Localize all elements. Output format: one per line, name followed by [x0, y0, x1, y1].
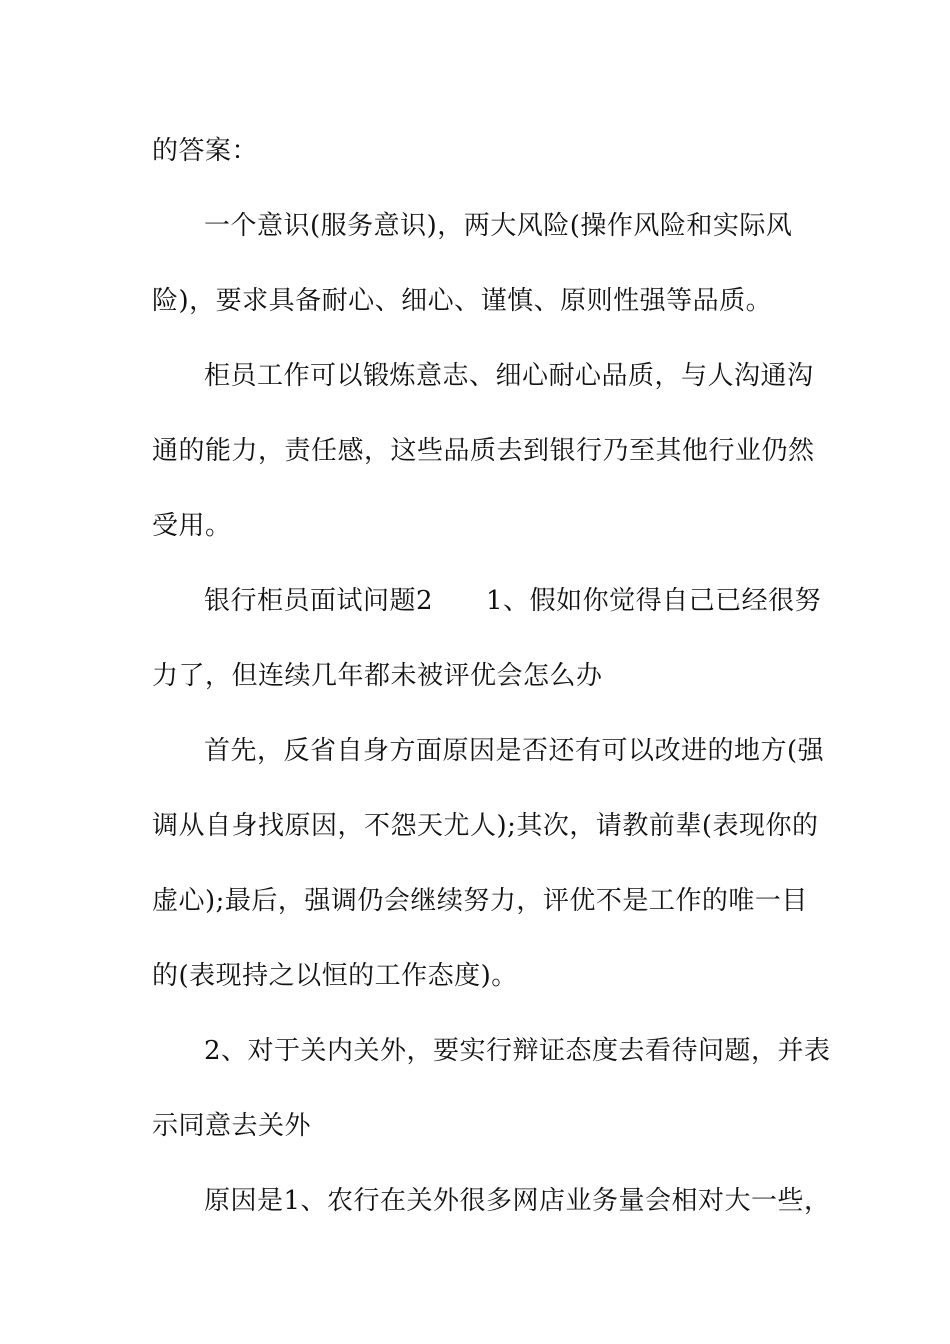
text-line-14: 示同意去关外 — [152, 1111, 312, 1141]
text-line-8: 力了，但连续几年都未被评优会怎么办 — [152, 661, 603, 691]
text-line-10: 调从自身找原因，不怨天尤人);其次，请教前辈(表现你的 — [152, 811, 819, 841]
text-line-6: 受用。 — [152, 511, 232, 541]
text-line-9: 首先，反省自身方面原因是否还有可以改进的地方(强 — [204, 736, 825, 766]
text-line-3: 险)，要求具备耐心、细心、谨慎、原则性强等品质。 — [152, 286, 773, 316]
text-line-11: 虚心);最后，强调仍会继续努力，评优不是工作的唯一目 — [152, 886, 808, 916]
text-line-15: 原因是1、农行在关外很多网店业务量会相对大一些， — [204, 1186, 831, 1216]
text-line-1: 的答案： — [152, 136, 259, 166]
text-line-4: 柜员工作可以锻炼意志、细心耐心品质，与人沟通沟 — [204, 361, 814, 391]
text-line-13: 2、对于关内关外，要实行辩证态度去看待问题，并表 — [204, 1036, 831, 1066]
text-line-2: 一个意识(服务意识)，两大风险(操作风险和实际风 — [204, 211, 793, 241]
text-line-5: 通的能力，责任感，这些品质去到银行乃至其他行业仍然 — [152, 436, 815, 466]
text-line-7: 银行柜员面试问题2 1、假如你觉得自己已经很努 — [204, 586, 822, 616]
text-line-12: 的(表现持之以恒的工作态度)。 — [152, 961, 518, 991]
